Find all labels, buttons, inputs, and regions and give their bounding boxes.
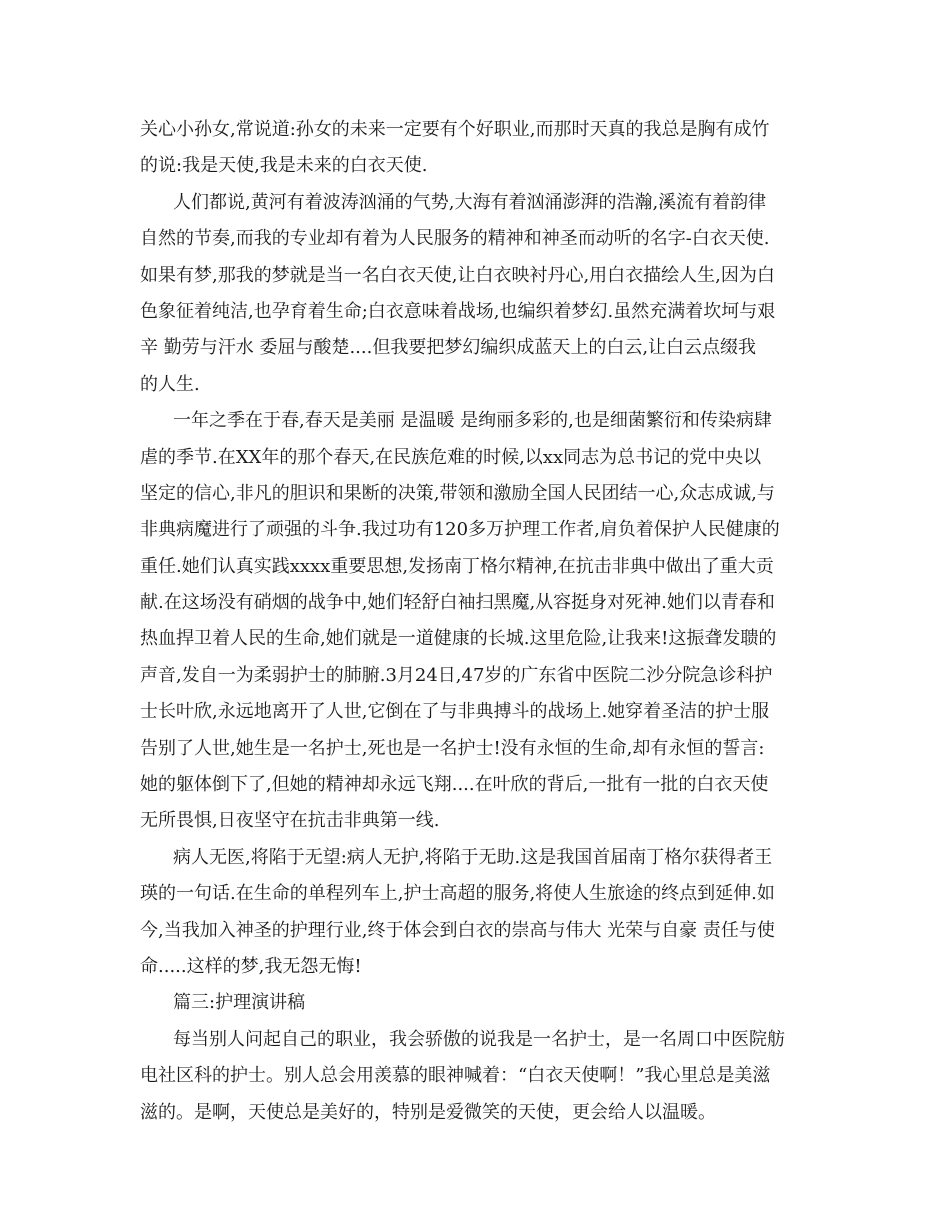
text-line: 无所畏惧,日夜坚守在抗击非典第一线. <box>140 810 440 832</box>
text-line: 电社区科的护士。别人总会用羡慕的眼神喊着：“白衣天使啊！”我心里总是美滋 <box>140 1065 771 1087</box>
text-line: 的说:我是天使,我是未来的白衣天使. <box>140 155 428 177</box>
text-line: 她的躯体倒下了,但她的精神却永远飞翔....在叶欣的背后,一批有一批的白衣天使 <box>140 774 769 796</box>
text-line: 关心小孙女,常说道:孙女的未来一定要有个好职业,而那时天真的我总是胸有成竹 <box>140 119 770 140</box>
text-line: 瑛的一句话.在生命的单程列车上,护士高超的服务,将使人生旅途的终点到延伸.如 <box>140 883 775 905</box>
text-line: 热血捍卫着人民的生命,她们就是一道健康的长城.这里危险,让我来!这振聋发聩的 <box>140 628 777 650</box>
paragraph-first-line: 篇三:护理演讲稿 <box>173 992 306 1014</box>
text-line: 自然的节奏,而我的专业却有着为人民服务的精神和神圣而动听的名字-白衣天使. <box>140 228 770 250</box>
paragraph-first-line: 每当别人问起自己的职业，我会骄傲的说我是一名护士，是一名周口中医院舫 <box>173 1028 785 1050</box>
text-line: 献.在这场没有硝烟的战争中,她们轻舒白袖扫黑魔,从容挺身对死神.她们以青春和 <box>140 592 775 614</box>
text-line: 非典病魔进行了顽强的斗争.我过功有120多万护理工作者,肩负着保护人民健康的 <box>140 519 780 541</box>
text-line: 的人生. <box>140 373 200 395</box>
text-line: 如果有梦,那我的梦就是当一名白衣天使,让白衣映衬丹心,用白衣描绘人生,因为白 <box>140 264 775 286</box>
paragraph-first-line: 人们都说,黄河有着波涛汹涌的气势,大海有着汹涌澎湃的浩瀚,溪流有着韵律 <box>173 191 767 213</box>
text-line: 坚定的信心,非凡的胆识和果断的决策,带领和激励全国人民团结一心,众志成诚,与 <box>140 482 775 504</box>
document-body <box>140 112 820 1131</box>
text-line: 今,当我加入神圣的护理行业,终于体会到白衣的崇高与伟大 光荣与自豪 责任与使 <box>140 919 775 941</box>
text-line: 虐的季节.在XX年的那个春天,在民族危难的时候,以xx同志为总书记的党中央以 <box>140 446 762 468</box>
text-line: 声音,发自一为柔弱护士的肺腑.3月24日,47岁的广东省中医院二沙分院急诊科护 <box>140 664 773 686</box>
text-line: 命.....这样的梦,我无怨无悔! <box>140 955 362 977</box>
text-line: 告别了人世,她生是一名护士,死也是一名护士!没有永恒的生命,却有永恒的誓言: <box>140 737 765 759</box>
text-line: 士长叶欣,永远地离开了人世,它倒在了与非典搏斗的战场上.她穿着圣洁的护士服 <box>140 701 770 723</box>
paragraph-first-line: 一年之季在于春,春天是美丽 是温暖 是绚丽多彩的,也是细菌繁衍和传染病肆 <box>173 410 772 432</box>
text-line: 滋的。是啊，天使总是美好的，特别是爱微笑的天使，更会给人以温暖。 <box>140 1101 716 1123</box>
text-line: 辛 勤劳与汗水 委屈与酸楚....但我要把梦幻编织成蓝天上的白云,让白云点缀我 <box>140 337 757 359</box>
text-line: 重任.她们认真实践xxxx重要思想,发扬南丁格尔精神,在抗击非典中做出了重大贡 <box>140 555 774 577</box>
paragraph-first-line: 病人无医,将陷于无望:病人无护,将陷于无助.这是我国首届南丁格尔获得者王 <box>173 846 773 868</box>
text-line: 色象征着纯洁,也孕育着生命;白衣意味着战场,也编织着梦幻.虽然充满着坎坷与艰 <box>140 300 776 322</box>
